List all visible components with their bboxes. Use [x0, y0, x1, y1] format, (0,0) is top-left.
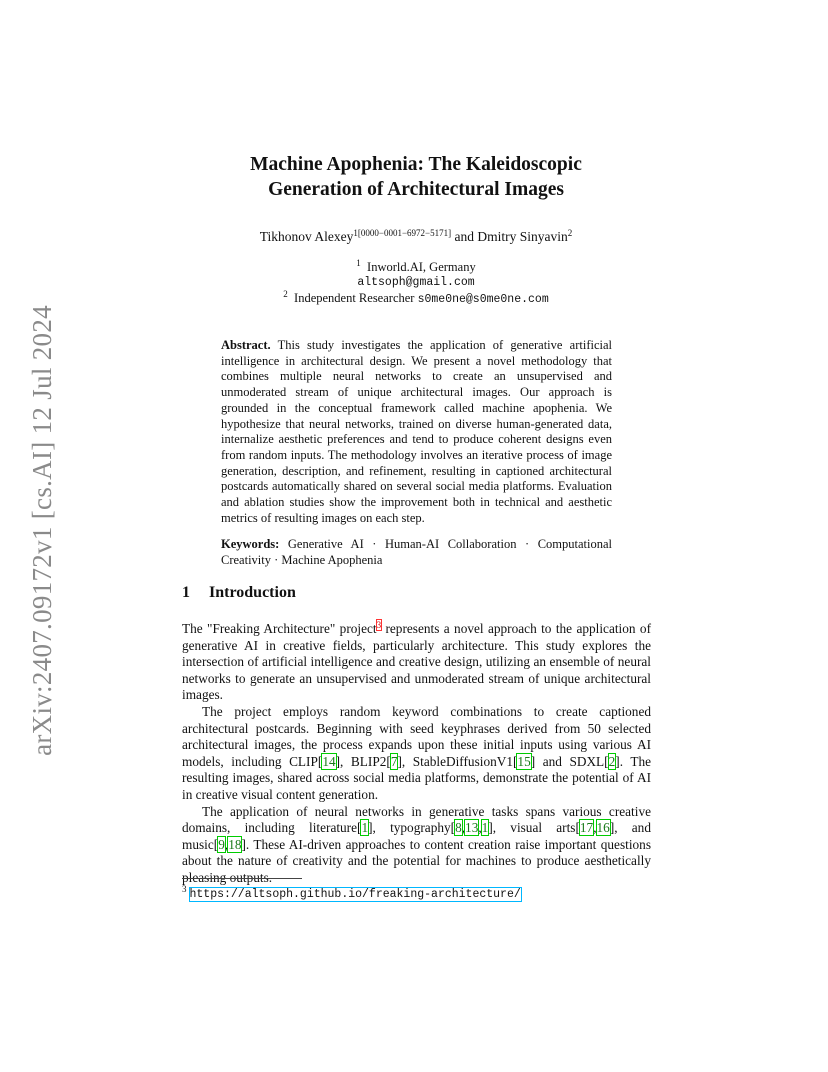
arxiv-id: arXiv:2407.09172v1 [cs.AI] 12 Jul 2024 — [26, 304, 57, 756]
section-number: 1 — [182, 584, 190, 601]
keywords-label: Keywords: — [221, 537, 280, 552]
author-conjunction: and — [451, 229, 478, 244]
author-2-name: Dmitry Sinyavin — [477, 229, 568, 244]
citation-link[interactable]: 17 — [579, 820, 594, 836]
citation-link[interactable]: 7 — [390, 753, 398, 769]
paragraph-text: The "Freaking Architecture" project — [182, 621, 377, 636]
body-text — [182, 617, 651, 887]
paragraph-text: ] and SDXL[ — [530, 753, 609, 769]
paragraph-3: The application of neural networks in generative tasks spans various creative domains, including literature[1], typography[8,13,1], visual arts[17,16], and music[9,18]. These AI-driven approaches to content creation raise important questions about the nature of creativity and the potential for machines to produce aesthetically pleasing outputs. — [182, 803, 651, 885]
citation-link[interactable]: 18 — [228, 836, 242, 852]
abstract-paragraph — [221, 338, 612, 526]
abstract-text: This study investigates the application of generative artificial intelligence in architectural design. We present a novel methodology that combines multiple neural networks to create an unsupervised and unmoderated stream of unique architectural images. Our approach is grounded in the conceptual framework called machine apophenia. We hypothesize that neural networks, trained on diverse human-generated data, internalize aesthetic preferences and tend to produce coherent designs even from random inputs. The methodology involves an iterative process of image generation, description, and refinement, resulting in captioned architectural postcards automatically shared on several social media platforms. Evaluation and ablation studies show the improvement both in technical and aesthetic metrics of resulting images on each step. — [221, 338, 612, 525]
paragraph-text: ], StableDiffusionV1[ — [397, 753, 518, 769]
paragraph-text: ], and music[ — [182, 820, 651, 852]
citation-link[interactable]: 1 — [481, 820, 489, 836]
keywords-paragraph — [221, 537, 612, 568]
affiliation-1 — [170, 258, 662, 275]
paragraph-text: represents a novel approach to the application of generative AI in creative fields, particularly architecture. This study explores the intersection of artificial intelligence and creative design, utilizing an ensemble of neural networks to generate an unsupervised and unmoderated stream of unique architectural images. — [182, 621, 651, 703]
footnote — [182, 884, 521, 901]
paper-title — [170, 152, 662, 202]
citation-link[interactable]: 13 — [465, 820, 479, 836]
footnote-number: 3 — [182, 884, 187, 894]
affiliation-1-email: altsoph@gmail.com — [357, 276, 475, 289]
abstract-label: Abstract. — [221, 338, 271, 352]
affiliation-1-number: 1 — [356, 258, 361, 268]
footnote-divider — [182, 878, 302, 879]
paragraph-text: ]. These AI-driven approaches to content creation raise important questions about the nature of creativity and the potential for machines to produce aesthetically pleasing outputs. — [182, 836, 651, 885]
affiliation-2-org: Independent Researcher — [294, 291, 415, 305]
citation-link[interactable]: 16 — [596, 820, 610, 836]
paragraph-text: The application of neural networks in generative tasks spans various creative domains, including literature[ — [182, 803, 651, 836]
footnote-url-link[interactable]: https://altsoph.github.io/freaking-architecture/ — [189, 888, 521, 901]
paragraph-text: ], BLIP2[ — [335, 753, 391, 769]
affiliation-2 — [170, 289, 662, 306]
affiliation-2-email: s0me0ne@s0me0ne.com — [417, 293, 549, 306]
author-1-name: Tikhonov Alexey — [259, 229, 354, 244]
paragraph-text: ], visual arts[ — [488, 820, 580, 836]
paragraph-1 — [182, 617, 651, 704]
paragraph-text: ], typography[ — [368, 820, 456, 836]
title-line-1: Machine Apophenia: The Kaleidoscopic — [250, 154, 582, 175]
citation-link[interactable]: 1 — [361, 820, 369, 836]
citation-link[interactable]: 9 — [218, 836, 225, 852]
section-title: Introduction — [209, 584, 296, 601]
citation-link[interactable]: 15 — [517, 753, 531, 769]
author-1-orcid: 1[0000−0001−6972−5171] — [353, 228, 452, 238]
citation-link[interactable]: 8 — [455, 820, 462, 836]
paragraph-2 — [182, 704, 651, 804]
affiliation-1-org: Inworld.AI, Germany — [367, 260, 476, 274]
keywords-text: Generative AI · Human-AI Collaboration · Computational Creativity · Machine Apophenia — [221, 537, 612, 568]
title-line-2: Generation of Architectural Images — [268, 179, 564, 200]
paragraph-text: ]. The resulting images, shared across social media platforms, demonstrate the potential of AI in creative visual content generation. — [182, 753, 652, 802]
arxiv-sidebar-stamp — [22, 300, 62, 760]
section-heading — [182, 584, 296, 602]
citation-link[interactable]: 14 — [322, 753, 336, 769]
author-line — [170, 228, 662, 245]
affiliation-1-email-line — [170, 274, 662, 289]
affiliation-2-number: 2 — [283, 289, 288, 299]
footnote-ref-link[interactable]: 3 — [376, 620, 382, 630]
author-2-sup: 2 — [567, 228, 573, 238]
abstract-block — [221, 338, 612, 569]
paragraph-text: The project employs random keyword combinations to create captioned architectural postcards. Beginning with seed keyphrases derived from 50 selected architectural images, the process expands upon these initial inputs using various AI models, including CLIP[ — [182, 703, 651, 769]
citation-link[interactable]: 2 — [608, 753, 616, 769]
